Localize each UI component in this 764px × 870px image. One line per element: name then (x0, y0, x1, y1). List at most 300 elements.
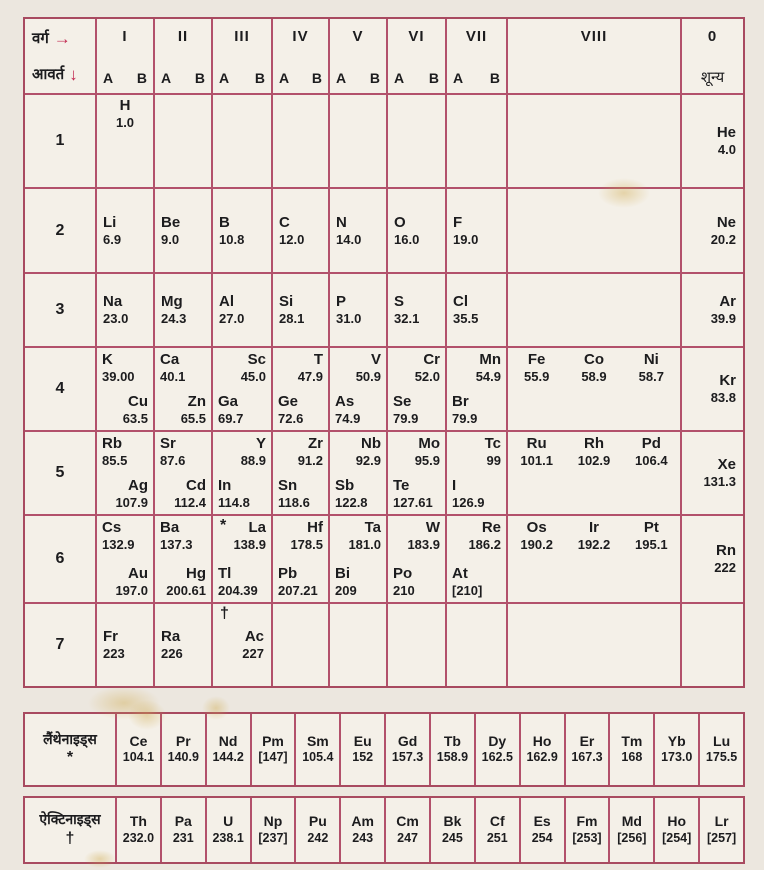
element-mass: 210 (393, 583, 415, 599)
element-symbol: Tm (621, 732, 643, 749)
series-marker: † (220, 605, 229, 622)
element-cell (97, 189, 153, 272)
element-symbol: As (335, 393, 355, 411)
element-mass: 32.1 (394, 311, 420, 327)
element-cell (388, 95, 445, 187)
element-cell (508, 348, 680, 430)
element-symbol: Lu (713, 732, 731, 749)
group-header-V (330, 19, 386, 93)
element (452, 393, 477, 427)
element-symbol: V (370, 351, 381, 368)
element-mass: 238.1 (212, 830, 244, 845)
element-symbol: Sm (306, 732, 329, 749)
element-mass: [237] (258, 830, 288, 845)
element-cell (388, 348, 445, 430)
right-arrow-icon: → (53, 28, 71, 48)
series-marker: * (220, 517, 227, 534)
element-symbol: Cs (102, 519, 122, 536)
element (181, 393, 206, 427)
element-mass: 245 (441, 830, 463, 845)
element-mass: 226 (161, 646, 183, 662)
element-cell (682, 348, 743, 430)
element-symbol: Tb (443, 732, 461, 749)
element-mass: 195.1 (635, 537, 668, 552)
element-cell (330, 95, 386, 187)
element-symbol: Re (481, 519, 501, 536)
element-mass: 16.0 (394, 231, 420, 247)
element-cell (330, 432, 386, 514)
element-mass: 69.7 (218, 411, 244, 427)
element (407, 519, 440, 553)
element (711, 214, 736, 248)
element-mass: 27.0 (219, 311, 245, 327)
element-mass: 167.3 (571, 750, 603, 765)
element (161, 628, 183, 662)
element-mass: 132.9 (102, 537, 135, 552)
element-mass: 204.39 (218, 583, 258, 599)
element-cell (273, 604, 328, 686)
element-mass: 63.5 (122, 411, 148, 427)
element-mass: 207.21 (278, 583, 318, 599)
element-mass: 168 (621, 750, 643, 765)
element (174, 477, 206, 511)
group-header-VIII (508, 19, 680, 93)
element-cell (213, 348, 271, 430)
element-symbol: Ho (667, 813, 687, 830)
element-symbol: Er (579, 732, 595, 749)
element (160, 435, 185, 469)
element-cell (447, 604, 506, 686)
element-symbol: Fe (527, 351, 546, 368)
element (394, 214, 419, 248)
element-cell (521, 714, 564, 785)
zero-group-label: शून्य (700, 69, 725, 86)
element-cell (97, 604, 153, 686)
subgroup-labels (155, 70, 211, 86)
element-mass: 231 (172, 830, 194, 845)
element-cell (213, 604, 271, 686)
group-numeral: II (177, 28, 189, 45)
element-symbol: In (218, 477, 232, 495)
series-marker: * (66, 749, 74, 767)
element (393, 565, 415, 599)
group-numeral: VI (408, 28, 425, 45)
period-axis-text: आवर्त (32, 66, 65, 83)
element (278, 477, 310, 511)
element-mass: 104.1 (122, 750, 155, 765)
element-cell (155, 348, 211, 430)
element-mass: 144.2 (212, 750, 244, 765)
element (279, 293, 304, 327)
element-cell (213, 95, 271, 187)
element-symbol: Fr (103, 628, 118, 646)
element (160, 519, 193, 553)
element-symbol: Ra (161, 628, 181, 646)
element (393, 477, 433, 511)
element-cell (388, 516, 445, 602)
subgroup-labels (213, 70, 271, 86)
element-mass: 83.8 (710, 390, 736, 406)
element-symbol: Pb (278, 565, 298, 583)
element-symbol: Rb (102, 435, 122, 452)
element-symbol: Mg (161, 293, 183, 311)
element-cell (330, 189, 386, 272)
element-symbol: Mo (418, 435, 440, 452)
element-cell (447, 95, 506, 187)
element (415, 351, 440, 385)
element-cell (682, 274, 743, 346)
element (102, 351, 135, 385)
element-mass: 55.9 (524, 369, 550, 384)
element-symbol: W (425, 519, 440, 536)
group-header-III (213, 19, 271, 93)
subgroup-a-label: A (103, 70, 114, 86)
element-mass: 192.2 (577, 537, 611, 552)
group-header-VI (388, 19, 445, 93)
element-symbol: Be (161, 213, 181, 231)
element-cell (273, 189, 328, 272)
element (485, 435, 501, 469)
element-cell (296, 714, 339, 785)
element-mass: 178.5 (290, 537, 323, 552)
element-mass: 45.0 (240, 369, 266, 384)
element-mass: 200.61 (166, 583, 206, 599)
element-cell (508, 274, 680, 346)
element-cell (273, 95, 328, 187)
element-cell (155, 95, 211, 187)
period-label-7: 7 (25, 604, 95, 686)
element (242, 628, 264, 662)
subgroup-labels (97, 70, 153, 86)
element-cell (431, 714, 474, 785)
element-mass: 92.9 (355, 453, 381, 468)
group-axis-text: वर्ग (32, 30, 49, 47)
element-mass: 28.1 (279, 311, 305, 327)
element-cell (207, 798, 250, 862)
element-symbol: Cu (128, 393, 148, 411)
element (336, 214, 361, 248)
element-symbol: O (394, 213, 406, 231)
group-header-IV (273, 19, 328, 93)
subgroup-a-label: A (219, 70, 230, 86)
element (635, 519, 668, 553)
element-mass: 85.5 (102, 453, 128, 468)
element-mass: 251 (486, 830, 508, 845)
element-mass: [253] (572, 830, 602, 845)
element-symbol: Rn (716, 542, 736, 560)
element (161, 293, 186, 327)
element-mass: 118.6 (278, 495, 310, 511)
element-symbol: Bk (443, 813, 462, 830)
element-symbol: B (219, 213, 230, 231)
element-cell (700, 714, 743, 785)
element (278, 393, 303, 427)
element (453, 214, 478, 248)
element (393, 393, 418, 427)
element-mass: 14.0 (336, 231, 362, 247)
element (218, 477, 250, 511)
element-cell (97, 516, 153, 602)
element-mass: 19.0 (453, 231, 479, 247)
element (115, 477, 148, 511)
element-symbol: La (248, 519, 266, 536)
element (468, 519, 501, 553)
element (103, 628, 125, 662)
element (453, 293, 478, 327)
element-cell (296, 798, 339, 862)
element-mass: 223 (103, 646, 125, 662)
element-cell (330, 604, 386, 686)
element-cell (162, 714, 205, 785)
element-mass: 12.0 (279, 231, 305, 247)
element-mass: 95.9 (414, 453, 440, 468)
element (578, 519, 611, 553)
element-mass: 222 (714, 560, 736, 576)
actinide-table (23, 796, 745, 864)
element (348, 519, 381, 553)
element-mass: 197.0 (115, 583, 148, 599)
element (102, 435, 127, 469)
element-symbol: Ga (218, 393, 239, 411)
element-cell (252, 714, 295, 785)
element-symbol: Bi (335, 565, 350, 583)
element-symbol: Dy (488, 732, 507, 749)
element-cell (431, 798, 474, 862)
element-mass: 52.0 (414, 369, 440, 384)
element-symbol: Hg (186, 565, 206, 583)
element-symbol: Br (452, 393, 469, 411)
element-cell (508, 189, 680, 272)
period-label-3: 3 (25, 274, 95, 346)
element-mass: 227 (242, 646, 264, 662)
element-symbol: Al (219, 293, 234, 311)
element-cell (155, 516, 211, 602)
element-symbol: Hf (307, 519, 323, 536)
element-symbol: Cd (186, 477, 206, 495)
element-cell (386, 798, 429, 862)
element-symbol: Am (351, 813, 374, 830)
element-symbol: S (394, 293, 405, 311)
element-mass: 105.4 (302, 750, 334, 765)
element (356, 435, 381, 469)
element-mass: 72.6 (278, 411, 304, 427)
series-label (25, 798, 115, 862)
element-symbol: Lr (714, 813, 729, 830)
element-cell (447, 348, 506, 430)
element-mass: 58.7 (638, 369, 664, 384)
element-symbol: Es (533, 813, 551, 830)
element-symbol: Gd (397, 732, 418, 749)
element-mass: 74.9 (335, 411, 361, 427)
element-mass: 4.0 (717, 142, 736, 158)
element (102, 519, 135, 553)
element-cell (155, 189, 211, 272)
lanthanide-table (23, 712, 745, 787)
element-mass: 54.9 (475, 369, 501, 384)
element-symbol: Ce (129, 732, 148, 749)
element (160, 351, 185, 385)
element-symbol: Mn (479, 351, 501, 368)
subgroup-b-label: B (311, 70, 322, 86)
element-cell (213, 189, 271, 272)
group-numeral: 0 (707, 28, 718, 45)
element-mass: [147] (258, 750, 288, 765)
element-symbol: Na (103, 293, 123, 311)
element-mass: 175.5 (705, 750, 738, 765)
element-mass: 112.4 (174, 495, 206, 511)
element (356, 351, 381, 385)
element-symbol: Pm (262, 732, 284, 749)
element (711, 293, 736, 327)
corner-cell (25, 19, 95, 93)
period-axis-label (32, 64, 78, 84)
element (524, 351, 549, 385)
element-cell (273, 432, 328, 514)
element (578, 435, 611, 469)
element-cell (700, 798, 743, 862)
element-mass: 138.9 (233, 537, 266, 552)
subgroup-b-label: B (136, 70, 147, 86)
group-numeral: VIII (580, 28, 608, 45)
element-symbol: Zn (187, 393, 206, 411)
element-symbol: Tl (218, 565, 232, 583)
group-viii-triad (508, 351, 680, 385)
element-mass: 152 (352, 750, 374, 765)
element-cell (97, 432, 153, 514)
element-symbol: T (313, 351, 323, 368)
element (103, 214, 121, 248)
element-mass: 140.9 (167, 750, 199, 765)
element-symbol: Fm (576, 813, 598, 830)
element-symbol: Zr (308, 435, 323, 452)
element-mass: 91.2 (297, 453, 323, 468)
subgroup-b-label: B (489, 70, 500, 86)
element (335, 393, 360, 427)
element-mass: 58.9 (581, 369, 607, 384)
element (415, 435, 440, 469)
element-mass: 173.0 (661, 750, 693, 765)
element (520, 519, 553, 553)
element-cell (273, 348, 328, 430)
subgroup-a-label: A (161, 70, 172, 86)
element-symbol: Sr (160, 435, 176, 452)
element-cell (682, 189, 743, 272)
element-symbol: F (453, 213, 463, 231)
group-header-II (155, 19, 211, 93)
element-symbol: Kr (719, 372, 736, 390)
down-arrow-icon: ↓ (69, 64, 78, 84)
element-cell (213, 274, 271, 346)
element-mass: 209 (335, 583, 357, 599)
subgroup-labels (447, 70, 506, 86)
element-symbol: C (279, 213, 290, 231)
element-cell (655, 714, 698, 785)
element-mass: 157.3 (391, 750, 424, 765)
element-symbol: Si (279, 293, 294, 311)
element-symbol: K (102, 351, 113, 368)
element-symbol: At (452, 565, 468, 583)
element-mass: 183.9 (407, 537, 440, 552)
element-symbol: Nb (361, 435, 381, 452)
element-symbol: Y (255, 435, 266, 452)
element-symbol: Pu (308, 813, 327, 830)
element-cell (610, 798, 653, 862)
subgroup-b-label: B (428, 70, 439, 86)
element-cell (155, 432, 211, 514)
element-symbol: Ar (719, 293, 736, 311)
element-symbol: U (223, 813, 234, 830)
element-symbol: Ni (643, 351, 659, 368)
group-viii-triad (508, 519, 680, 553)
element-cell (508, 432, 680, 514)
element-symbol: Pa (174, 813, 192, 830)
element-symbol: Rh (583, 435, 604, 452)
series-label (25, 714, 115, 785)
element-mass: 1.0 (115, 115, 135, 130)
element-cell (447, 432, 506, 514)
element (161, 214, 180, 248)
element-symbol: Cm (396, 813, 419, 830)
period-label-4: 4 (25, 348, 95, 430)
element-cell (388, 604, 445, 686)
element-mass: [257] (706, 830, 737, 845)
element (123, 393, 148, 427)
element-symbol: He (716, 124, 736, 142)
element-symbol: Ba (160, 519, 180, 536)
element (298, 351, 323, 385)
element-cell (213, 516, 271, 602)
element-symbol: N (336, 213, 347, 231)
group-header-0 (682, 19, 743, 93)
element-symbol: Po (393, 565, 413, 583)
element-cell (207, 714, 250, 785)
element-symbol: Li (103, 213, 117, 231)
element (103, 293, 128, 327)
element (635, 435, 668, 469)
element-mass: 106.4 (635, 453, 668, 468)
element-mass: 101.1 (520, 453, 553, 468)
element-cell (330, 516, 386, 602)
element-cell (388, 432, 445, 514)
element-symbol: Xe (717, 456, 736, 474)
element-mass: 50.9 (355, 369, 381, 384)
element-symbol: Te (393, 477, 410, 495)
element-symbol: Sn (278, 477, 298, 495)
period-label-6: 6 (25, 516, 95, 602)
element-cell (330, 274, 386, 346)
element-cell (388, 274, 445, 346)
element-cell (476, 798, 519, 862)
element-mass: 186.2 (468, 537, 501, 552)
group-viii-triad (508, 435, 680, 469)
element-symbol: H (119, 97, 131, 114)
element (218, 393, 243, 427)
element-symbol: Th (129, 813, 147, 830)
period-label-1: 1 (25, 95, 95, 187)
element (166, 565, 206, 599)
group-axis-label (32, 28, 71, 48)
element (219, 214, 244, 248)
element-cell (117, 714, 160, 785)
element-mass: 181.0 (348, 537, 381, 552)
element-cell (610, 714, 653, 785)
element (336, 293, 361, 327)
element (452, 565, 482, 599)
element-symbol: Eu (353, 732, 372, 749)
element-cell (341, 714, 384, 785)
element-cell (213, 432, 271, 514)
element-mass: 24.3 (161, 311, 187, 327)
